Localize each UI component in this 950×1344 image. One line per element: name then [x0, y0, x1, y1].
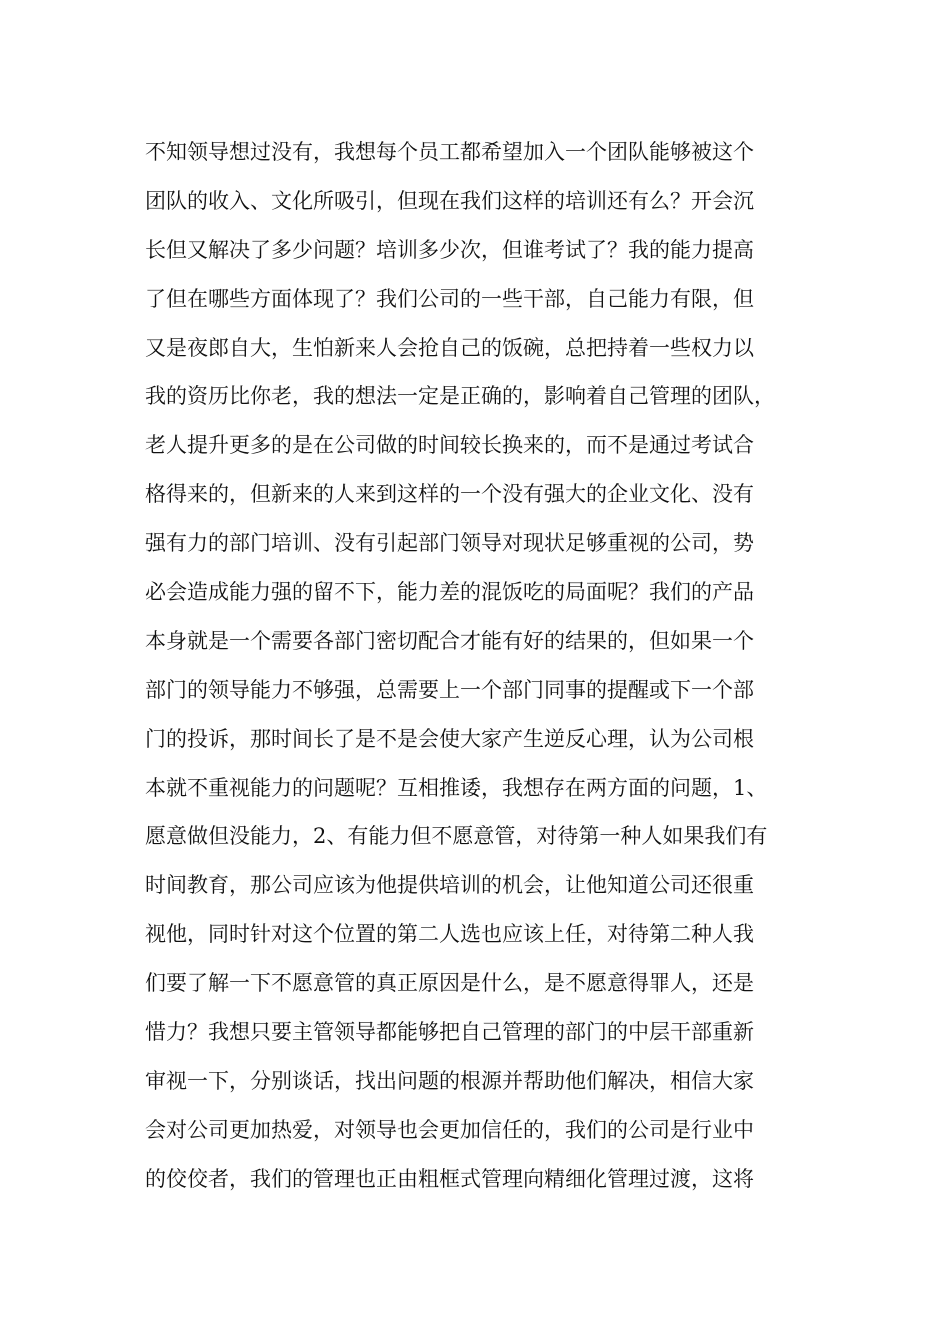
text-line: 必会造成能力强的留不下，能力差的混饭吃的局面呢？我们的产品: [145, 580, 754, 605]
text-line: 了但在哪些方面体现了？我们公司的一些干部，自己能力有限，但: [145, 286, 754, 311]
text-line: 惜力？我想只要主管领导都能够把自己管理的部门的中层干部重新: [145, 1020, 754, 1045]
text-line: 格得来的，但新来的人来到这样的一个没有强大的企业文化、没有: [145, 482, 754, 507]
text-line: 的佼佼者，我们的管理也正由粗框式管理向精细化管理过渡，这将: [145, 1166, 754, 1191]
body-paragraph: [145, 128, 825, 1204]
text-line: 我的资历比你老，我的想法一定是正确的，影响着自己管理的团队，: [145, 384, 775, 409]
text-line: 不知领导想过没有，我想每个员工都希望加入一个团队能够被这个: [145, 140, 754, 164]
text-line: 本身就是一个需要各部门密切配合才能有好的结果的，但如果一个: [145, 628, 754, 653]
text-line: 部门的领导能力不够强，总需要上一个部门同事的提醒或下一个部: [145, 677, 754, 702]
text-line: 们要了解一下不愿意管的真正原因是什么，是不愿意得罪人，还是: [145, 971, 754, 996]
text-line: 长但又解决了多少问题？培训多少次，但谁考试了？我的能力提高: [145, 237, 754, 262]
text-line: 视他，同时针对这个位置的第二人选也应该上任，对待第二种人我: [145, 922, 754, 947]
text-line: 门的投诉，那时间长了是不是会使大家产生逆反心理，认为公司根: [145, 726, 754, 751]
text-line: 会对公司更加热爱，对领导也会更加信任的，我们的公司是行业中: [145, 1117, 754, 1142]
text-line: 审视一下，分别谈话，找出问题的根源并帮助他们解决，相信大家: [145, 1068, 754, 1093]
text-line: 本就不重视能力的问题呢？互相推诿，我想存在两方面的问题，1、: [145, 775, 768, 800]
text-line: 老人提升更多的是在公司做的时间较长换来的，而不是通过考试合: [145, 433, 754, 458]
text-line: 愿意做但没能力，2、有能力但不愿意管，对待第一种人如果我们有: [145, 824, 768, 849]
text-line: 时间教育，那公司应该为他提供培训的机会，让他知道公司还很重: [145, 873, 754, 898]
text-line: 又是夜郎自大，生怕新来人会抢自己的饭碗，总把持着一些权力以: [145, 335, 754, 360]
text-line: 强有力的部门培训、没有引起部门领导对现状足够重视的公司，势: [145, 531, 754, 556]
text-line: 团队的收入、文化所吸引，但现在我们这样的培训还有么？开会沉: [145, 188, 754, 213]
